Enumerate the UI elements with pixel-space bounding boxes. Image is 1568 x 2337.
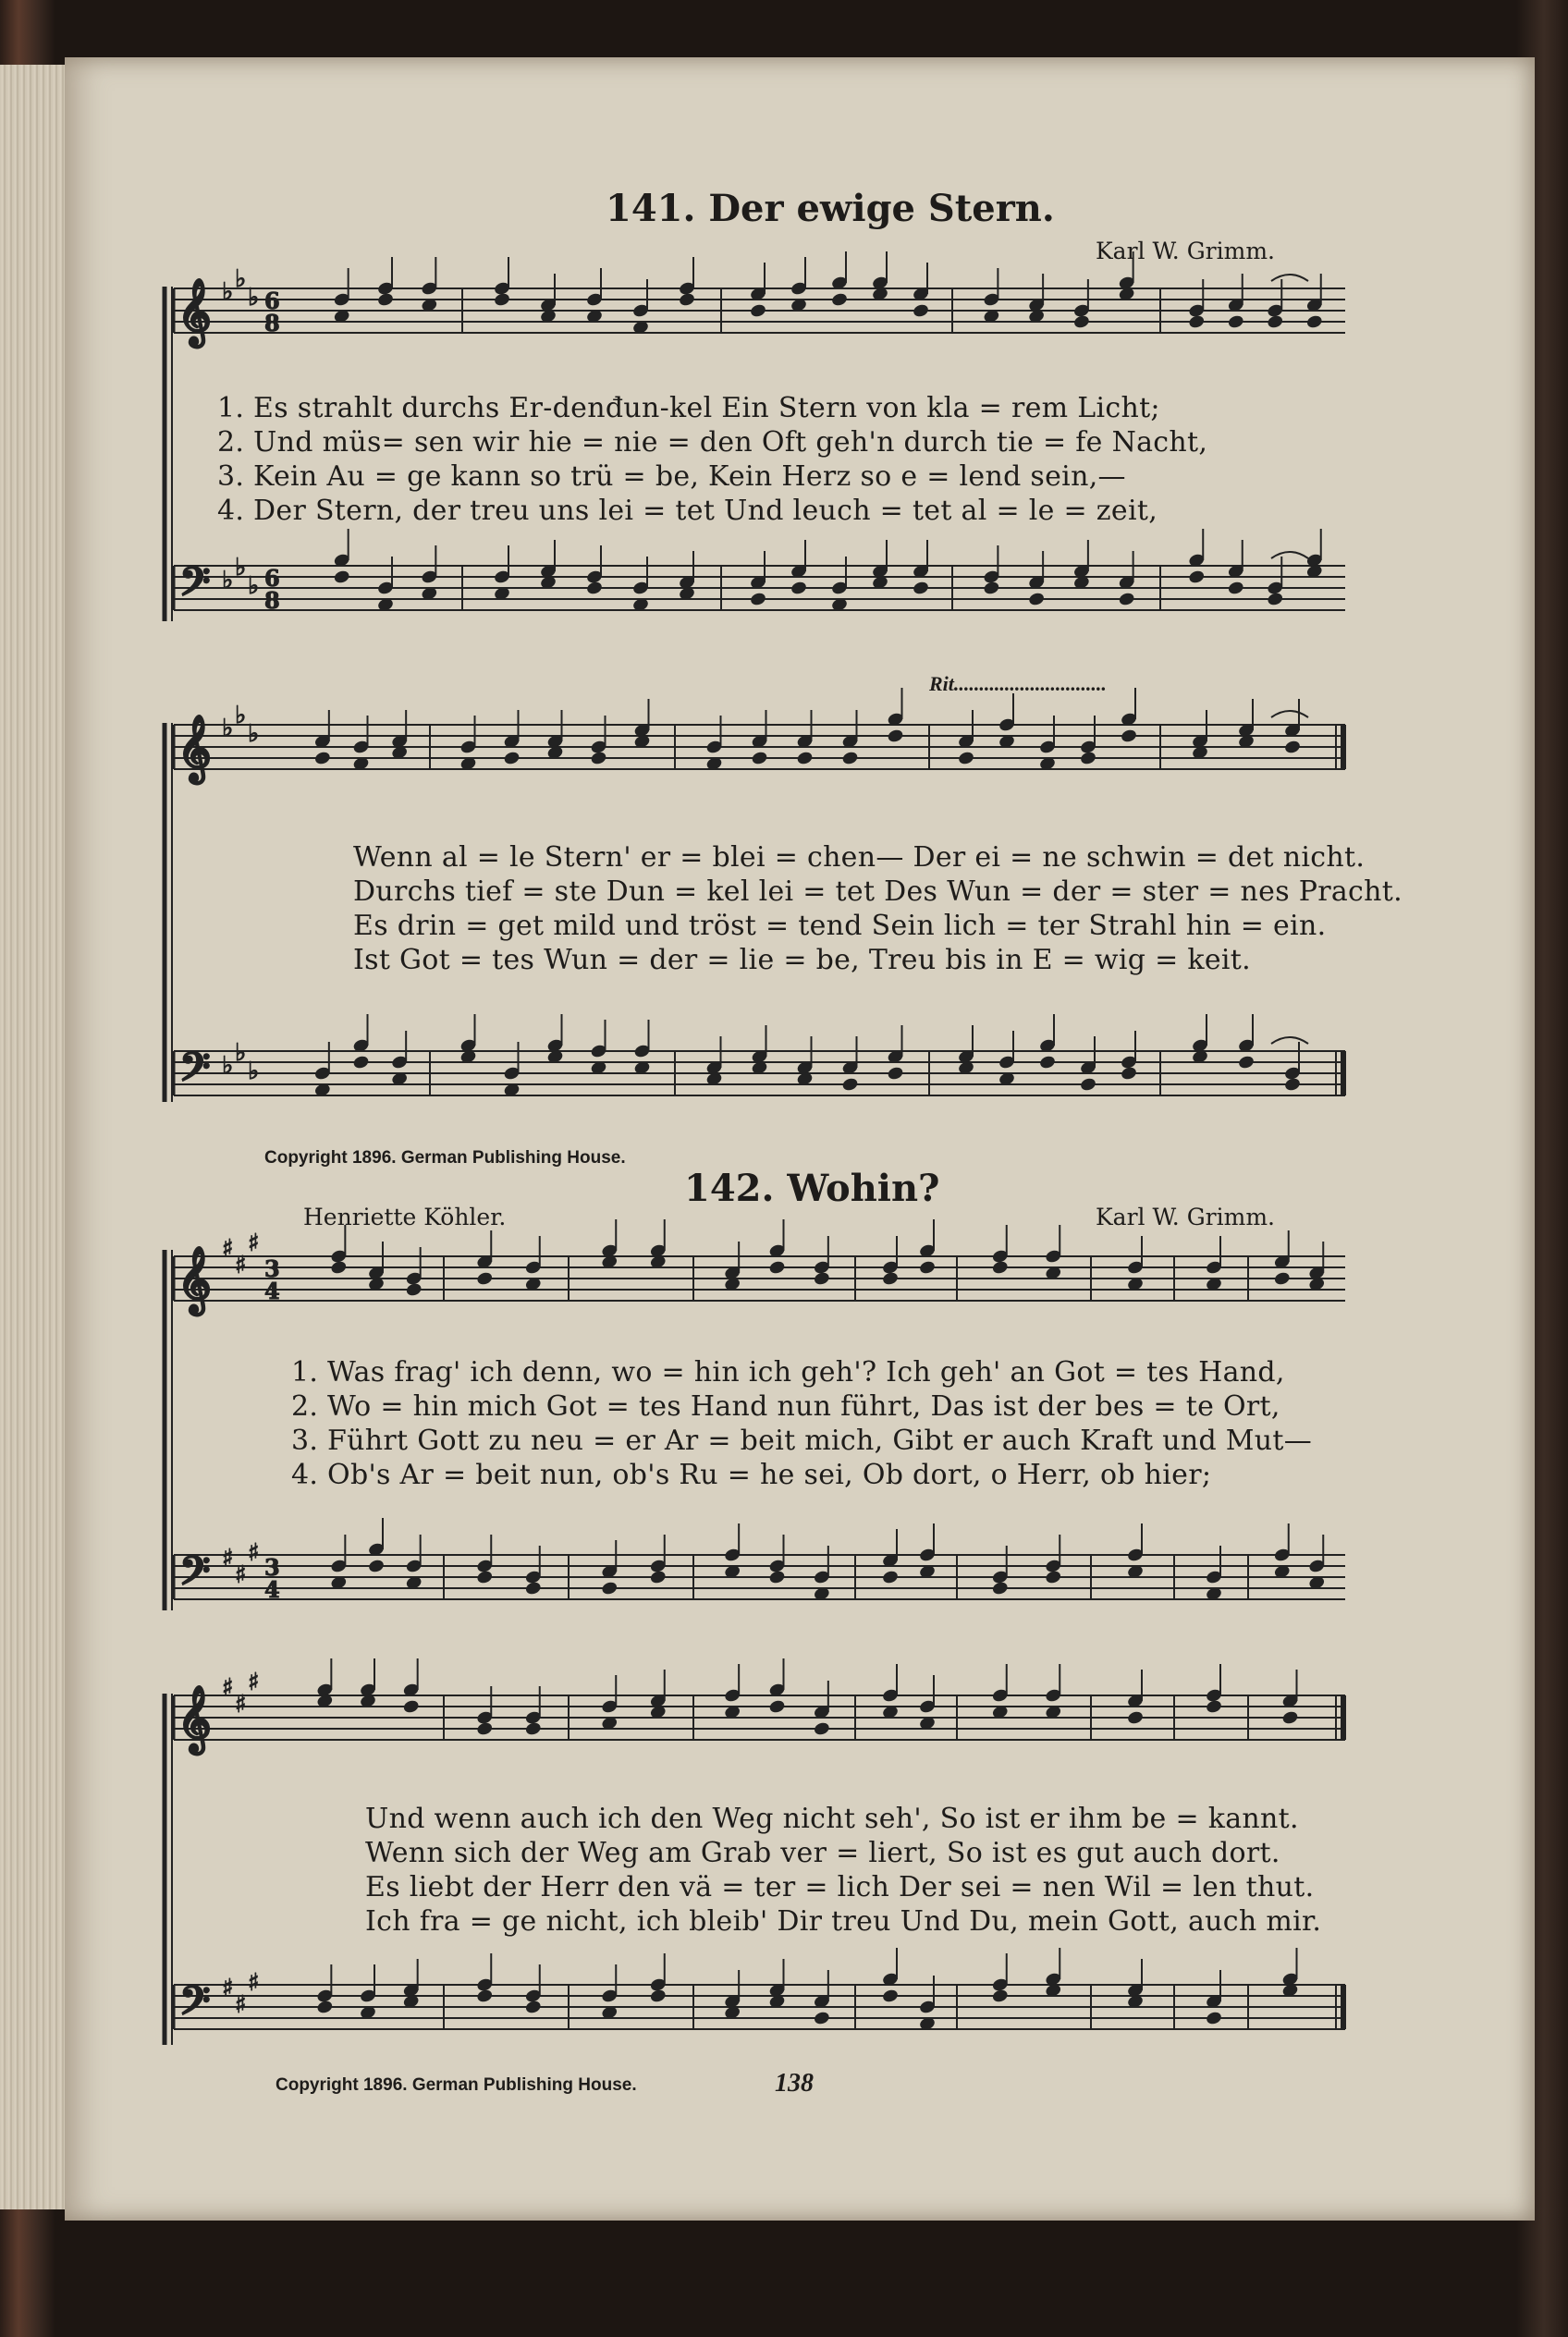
notehead xyxy=(650,1570,667,1584)
notehead xyxy=(1121,728,1137,742)
fermata-slur xyxy=(1271,275,1308,281)
notehead xyxy=(842,751,859,765)
key-signature-accidental: ♯ xyxy=(235,1691,247,1719)
key-signature-accidental: ♭ xyxy=(235,1039,247,1067)
notehead xyxy=(983,581,999,594)
notehead xyxy=(769,1260,786,1274)
notehead xyxy=(353,1055,370,1069)
notehead xyxy=(314,751,331,765)
hymnal-page xyxy=(65,57,1535,2221)
key-signature-accidental: ♭ xyxy=(222,278,234,306)
key-signature-accidental: ♭ xyxy=(222,1052,234,1080)
notehead xyxy=(888,1066,904,1080)
key-signature-accidental: ♯ xyxy=(222,1674,234,1702)
notehead xyxy=(1206,1699,1222,1713)
bass-clef: 𝄢 xyxy=(179,1044,211,1100)
notehead xyxy=(888,728,904,742)
notehead xyxy=(494,292,510,306)
notehead xyxy=(882,1988,899,2002)
notehead xyxy=(525,2000,542,2013)
notehead xyxy=(752,751,768,765)
notehead xyxy=(330,1260,347,1274)
notehead xyxy=(958,751,974,765)
copyright-141: Copyright 1896. German Publishing House. xyxy=(264,1148,626,1168)
notehead xyxy=(814,1271,830,1285)
hymn-142-verse-3a: 3. Führt Gott zu neu = er Ar = beit mich, Gibt er auch Kraft und Mut— xyxy=(291,1425,1313,1457)
key-signature-accidental: ♭ xyxy=(235,554,247,581)
key-signature-accidental: ♭ xyxy=(248,284,260,312)
notehead xyxy=(368,1559,385,1572)
notehead xyxy=(476,1570,493,1584)
notehead xyxy=(1045,1570,1061,1584)
treble-clef: 𝄞 xyxy=(178,1245,212,1313)
key-signature-accidental: ♯ xyxy=(235,1991,247,2019)
key-signature-accidental: ♭ xyxy=(248,1058,260,1085)
key-signature-accidental: ♯ xyxy=(248,1539,260,1567)
notehead xyxy=(403,1699,420,1713)
hymn-142-lyricist: Henriette Köhler. xyxy=(303,1204,507,1230)
notehead xyxy=(1228,581,1244,594)
time-signature-top: 6 xyxy=(264,288,280,314)
notehead xyxy=(316,2000,333,2013)
treble-clef: 𝄞 xyxy=(178,714,212,781)
hymn-142-verse-3b: Es liebt der Herr den vä = ter = lich Der sei = nen Wil = len thut. xyxy=(365,1871,1315,1903)
key-signature-accidental: ♯ xyxy=(248,1230,260,1257)
notehead xyxy=(750,303,766,317)
time-signature-bottom: 8 xyxy=(264,310,280,336)
notehead xyxy=(814,2011,830,2025)
treble-clef: 𝄞 xyxy=(178,1684,212,1752)
hymn-142-verse-4b: Ich fra = ge nicht, ich bleib' Dir treu Und Du, mein Gott, auch mir. xyxy=(365,1905,1322,1938)
page-number: 138 xyxy=(775,2069,814,2098)
key-signature-accidental: ♯ xyxy=(235,1252,247,1279)
key-signature-accidental: ♯ xyxy=(248,1969,260,1997)
time-signature-top: 6 xyxy=(264,565,280,592)
key-signature-accidental: ♭ xyxy=(248,720,260,748)
notehead xyxy=(992,1260,1009,1274)
time-signature-bottom: 4 xyxy=(264,1576,280,1603)
hymn-141-verse-4b: Ist Got = tes Wun = der = lie = be, Treu bis in E = wig = keit. xyxy=(353,944,1251,976)
notehead xyxy=(1073,314,1090,328)
notehead xyxy=(591,751,607,765)
notehead xyxy=(913,581,929,594)
notehead xyxy=(913,303,929,317)
time-signature-top: 3 xyxy=(264,1554,280,1581)
key-signature-accidental: ♯ xyxy=(248,1669,260,1696)
notehead xyxy=(476,1721,493,1735)
notehead xyxy=(1284,740,1301,753)
notehead xyxy=(1238,1055,1255,1069)
notehead xyxy=(1039,1055,1056,1069)
hymn-142-title: 142. Wohin? xyxy=(684,1167,940,1210)
notehead xyxy=(750,592,766,606)
notehead xyxy=(1080,751,1096,765)
hymn-142-composer: Karl W. Grimm. xyxy=(1096,1204,1275,1230)
notehead xyxy=(769,1699,786,1713)
key-signature-accidental: ♭ xyxy=(235,265,247,293)
notehead xyxy=(1274,1271,1291,1285)
hymn-142-verse-1b: Und wenn auch ich den Weg nicht seh', So ist er ihm be = kannt. xyxy=(365,1803,1299,1835)
notehead xyxy=(679,292,695,306)
notehead xyxy=(797,751,814,765)
time-signature-bottom: 4 xyxy=(264,1278,280,1304)
notehead xyxy=(919,1260,936,1274)
notehead xyxy=(1127,1710,1144,1724)
fermata-slur xyxy=(1271,1037,1308,1044)
notehead xyxy=(814,1721,830,1735)
key-signature-accidental: ♭ xyxy=(222,567,234,594)
notehead xyxy=(1306,314,1323,328)
notehead xyxy=(650,1988,667,2002)
key-signature-accidental: ♯ xyxy=(235,1561,247,1589)
notehead xyxy=(1119,592,1135,606)
hymn-142-verse-2a: 2. Wo = hin mich Got = tes Hand nun führt, Das ist der bes = te Ort, xyxy=(291,1390,1280,1423)
notehead xyxy=(1267,592,1283,606)
notehead xyxy=(1028,592,1045,606)
notehead xyxy=(476,1988,493,2002)
copyright-142: Copyright 1896. German Publishing House. xyxy=(276,2075,637,2095)
notehead xyxy=(790,581,807,594)
notehead xyxy=(406,1282,423,1296)
notehead xyxy=(586,581,603,594)
hymn-142-verse-1a: 1. Was frag' ich denn, wo = hin ich geh'? Ich geh' an Got = tes Hand, xyxy=(291,1356,1285,1389)
hymn-141-composer: Karl W. Grimm. xyxy=(1096,238,1275,264)
time-signature-top: 3 xyxy=(264,1255,280,1282)
notehead xyxy=(504,751,521,765)
ritardando-mark: Rit.............................. xyxy=(929,672,1107,695)
notehead xyxy=(1188,569,1205,583)
notehead xyxy=(831,292,848,306)
hymn-141-verse-1b: Wenn al = le Stern' er = blei = chen— Der ei = ne schwin = det nicht. xyxy=(353,841,1366,874)
notehead xyxy=(1121,1066,1137,1080)
notehead xyxy=(842,1077,859,1091)
notehead xyxy=(769,1570,786,1584)
key-signature-accidental: ♭ xyxy=(222,715,234,742)
bass-clef: 𝄢 xyxy=(179,558,211,615)
treble-clef: 𝄞 xyxy=(178,277,212,345)
notehead xyxy=(601,1581,618,1595)
hymn-142-verse-4a: 4. Ob's Ar = beit nun, ob's Ru = he sei, Ob dort, o Herr, ob hier; xyxy=(291,1459,1212,1491)
notehead xyxy=(882,1271,899,1285)
key-signature-accidental: ♯ xyxy=(222,1235,234,1263)
notehead xyxy=(882,1570,899,1584)
notehead xyxy=(1228,314,1244,328)
notehead xyxy=(525,1581,542,1595)
notehead xyxy=(1282,1710,1299,1724)
key-signature-accidental: ♭ xyxy=(248,572,260,600)
notehead xyxy=(476,1271,493,1285)
hymn-141-title: 141. Der ewige Stern. xyxy=(606,187,1055,230)
fermata-slur xyxy=(1271,552,1308,558)
hymn-141-verse-2a: 2. Und müs= sen wir hie = nie = den Oft geh'n durch tie = fe Nacht, xyxy=(217,426,1208,459)
time-signature-bottom: 8 xyxy=(264,587,280,614)
notehead xyxy=(1188,314,1205,328)
notehead xyxy=(1284,1077,1301,1091)
notehead xyxy=(992,1581,1009,1595)
hymn-142-verse-2b: Wenn sich der Weg am Grab ver = liert, So ist es gut auch dort. xyxy=(365,1837,1280,1869)
notehead xyxy=(1206,2011,1222,2025)
hymn-141-verse-3a: 3. Kein Au = ge kann so trü = be, Kein Herz so e = lend sein,— xyxy=(217,460,1126,493)
hymn-141-verse-1a: 1. Es strahlt durchs Er-denđun-kel Ein Stern von kla = rem Licht; xyxy=(217,392,1160,424)
key-signature-accidental: ♭ xyxy=(235,702,247,729)
notehead xyxy=(1267,314,1283,328)
hymn-141-verse-4a: 4. Der Stern, der treu uns lei = tet Und leuch = tet al = le = zeit, xyxy=(217,495,1158,527)
key-signature-accidental: ♯ xyxy=(222,1975,234,2002)
notehead xyxy=(525,1721,542,1735)
notehead xyxy=(377,292,394,306)
hymn-141-verse-3b: Es drin = get mild und tröst = tend Sein lich = ter Strahl hin = ein. xyxy=(353,910,1327,942)
notehead xyxy=(992,1988,1009,2002)
bass-clef: 𝄢 xyxy=(179,1977,211,2034)
notehead xyxy=(1080,1077,1096,1091)
hymn-141-verse-2b: Durchs tief = ste Dun = kel lei = tet Des Wun = der = ster = nes Pracht. xyxy=(353,875,1403,908)
notehead xyxy=(334,569,350,583)
bass-clef: 𝄢 xyxy=(179,1548,211,1604)
fermata-slur xyxy=(1271,711,1308,717)
key-signature-accidental: ♯ xyxy=(222,1545,234,1572)
